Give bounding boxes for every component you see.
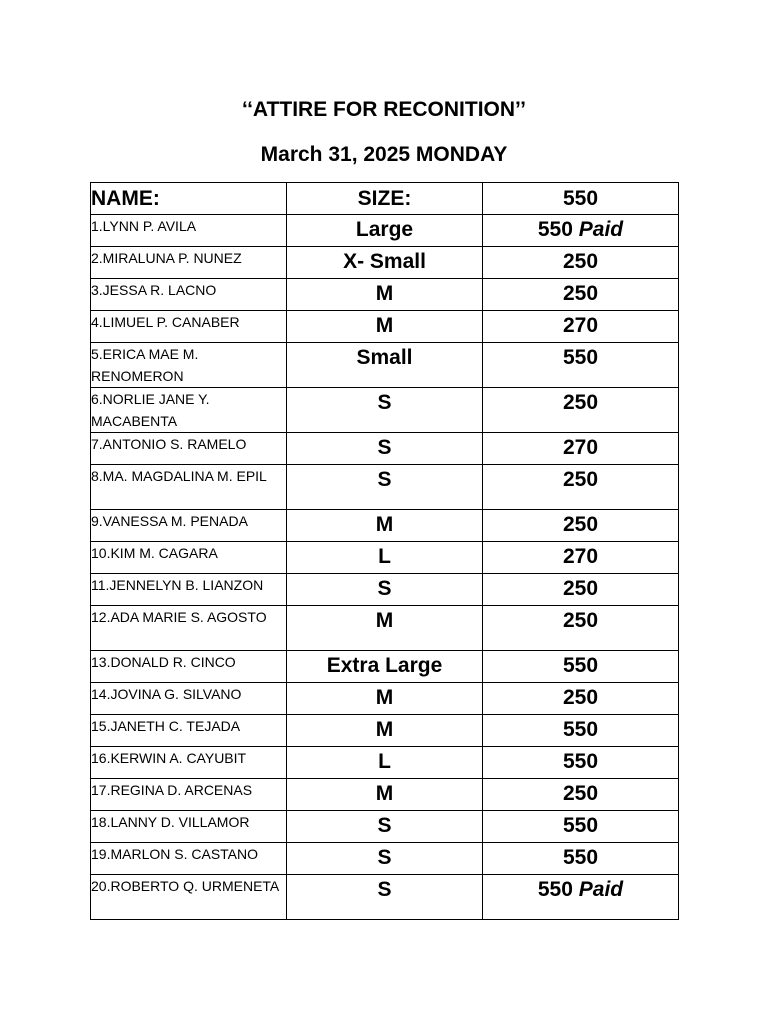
cell-size: S bbox=[287, 843, 483, 875]
paid-note: Paid bbox=[578, 218, 624, 241]
cell-size: L bbox=[287, 747, 483, 779]
paid-note: Paid bbox=[578, 878, 624, 901]
table-row bbox=[91, 651, 679, 683]
cell-name: 14.JOVINA G. SILVANO bbox=[91, 683, 287, 715]
table-row bbox=[91, 811, 679, 843]
table-row bbox=[91, 683, 679, 715]
header-amount: 550 bbox=[483, 183, 679, 215]
table-row bbox=[91, 433, 679, 465]
table-row bbox=[91, 311, 679, 343]
cell-size: Small bbox=[287, 343, 483, 388]
cell-name: 15.JANETH C. TEJADA bbox=[91, 715, 287, 747]
amount-value: 250 bbox=[562, 686, 599, 709]
cell-amount bbox=[483, 779, 679, 811]
table-row bbox=[91, 606, 679, 651]
amount-value: 550 bbox=[537, 878, 573, 901]
attire-table bbox=[90, 182, 679, 920]
amount-value: 250 bbox=[562, 609, 599, 632]
table-row bbox=[91, 875, 679, 920]
cell-size: X- Small bbox=[287, 247, 483, 279]
table-row bbox=[91, 747, 679, 779]
cell-amount bbox=[483, 215, 679, 247]
amount-value: 250 bbox=[562, 250, 599, 273]
cell-name: 8.MA. MAGDALINA M. EPIL bbox=[91, 465, 287, 510]
cell-name: 12.ADA MARIE S. AGOSTO bbox=[91, 606, 287, 651]
cell-size: M bbox=[287, 779, 483, 811]
table-header-row bbox=[91, 183, 679, 215]
cell-size: S bbox=[287, 574, 483, 606]
cell-size: S bbox=[287, 433, 483, 465]
cell-name: 3.JESSA R. LACNO bbox=[91, 279, 287, 311]
amount-value: 550 bbox=[562, 718, 599, 741]
cell-name: 1.LYNN P. AVILA bbox=[91, 215, 287, 247]
cell-amount bbox=[483, 343, 679, 388]
cell-name: 17.REGINA D. ARCENAS bbox=[91, 779, 287, 811]
cell-amount bbox=[483, 683, 679, 715]
cell-name: 7.ANTONIO S. RAMELO bbox=[91, 433, 287, 465]
cell-name: 10.KIM M. CAGARA bbox=[91, 542, 287, 574]
table-row bbox=[91, 715, 679, 747]
amount-value: 550 bbox=[562, 814, 599, 837]
table-row bbox=[91, 279, 679, 311]
cell-name: 11.JENNELYN B. LIANZON bbox=[91, 574, 287, 606]
amount-value: 250 bbox=[562, 468, 599, 491]
cell-size: S bbox=[287, 465, 483, 510]
amount-value: 270 bbox=[562, 545, 599, 568]
cell-amount bbox=[483, 574, 679, 606]
cell-amount bbox=[483, 843, 679, 875]
table-row bbox=[91, 247, 679, 279]
amount-value: 250 bbox=[562, 391, 599, 414]
cell-amount bbox=[483, 715, 679, 747]
cell-amount bbox=[483, 510, 679, 542]
cell-name: 19.MARLON S. CASTANO bbox=[91, 843, 287, 875]
table-row bbox=[91, 465, 679, 510]
cell-size: M bbox=[287, 715, 483, 747]
cell-amount bbox=[483, 247, 679, 279]
cell-size: M bbox=[287, 279, 483, 311]
cell-name: 13.DONALD R. CINCO bbox=[91, 651, 287, 683]
cell-name: 5.ERICA MAE M. RENOMERON bbox=[91, 343, 287, 388]
cell-size: M bbox=[287, 311, 483, 343]
cell-amount bbox=[483, 542, 679, 574]
cell-size: Large bbox=[287, 215, 483, 247]
amount-value: 550 bbox=[537, 218, 573, 241]
amount-value: 250 bbox=[562, 513, 599, 536]
cell-amount bbox=[483, 465, 679, 510]
cell-name: 9.VANESSA M. PENADA bbox=[91, 510, 287, 542]
cell-amount bbox=[483, 279, 679, 311]
cell-name: 6.NORLIE JANE Y. MACABENTA bbox=[91, 388, 287, 433]
cell-size: S bbox=[287, 875, 483, 920]
table-row bbox=[91, 843, 679, 875]
cell-size: L bbox=[287, 542, 483, 574]
cell-amount bbox=[483, 811, 679, 843]
amount-value: 550 bbox=[562, 750, 599, 773]
cell-amount bbox=[483, 606, 679, 651]
document-title: ‘‘ATTIRE FOR RECONITION’’ bbox=[242, 98, 526, 121]
cell-size: S bbox=[287, 811, 483, 843]
table-body bbox=[91, 215, 679, 920]
cell-amount bbox=[483, 747, 679, 779]
table-row bbox=[91, 779, 679, 811]
table-row bbox=[91, 388, 679, 433]
document-date: March 31, 2025 MONDAY bbox=[260, 143, 508, 166]
cell-amount bbox=[483, 433, 679, 465]
cell-name: 4.LIMUEL P. CANABER bbox=[91, 311, 287, 343]
amount-value: 270 bbox=[562, 314, 599, 337]
cell-size: M bbox=[287, 510, 483, 542]
amount-value: 550 bbox=[562, 346, 599, 369]
table-row bbox=[91, 574, 679, 606]
cell-amount bbox=[483, 651, 679, 683]
cell-size: M bbox=[287, 683, 483, 715]
cell-name: 16.KERWIN A. CAYUBIT bbox=[91, 747, 287, 779]
cell-name: 2.MIRALUNA P. NUNEZ bbox=[91, 247, 287, 279]
amount-value: 250 bbox=[562, 577, 599, 600]
table-row bbox=[91, 215, 679, 247]
cell-amount bbox=[483, 388, 679, 433]
header-size: SIZE: bbox=[287, 183, 483, 215]
cell-name: 18.LANNY D. VILLAMOR bbox=[91, 811, 287, 843]
cell-size: M bbox=[287, 606, 483, 651]
amount-value: 550 bbox=[562, 654, 599, 677]
table-row bbox=[91, 343, 679, 388]
amount-value: 250 bbox=[562, 282, 599, 305]
amount-value: 250 bbox=[562, 782, 599, 805]
amount-value: 270 bbox=[562, 436, 599, 459]
table-row bbox=[91, 542, 679, 574]
cell-amount bbox=[483, 875, 679, 920]
cell-name: 20.ROBERTO Q. URMENETA bbox=[91, 875, 287, 920]
cell-amount bbox=[483, 311, 679, 343]
table-row bbox=[91, 510, 679, 542]
cell-size: Extra Large bbox=[287, 651, 483, 683]
header-name: NAME: bbox=[91, 183, 287, 215]
cell-size: S bbox=[287, 388, 483, 433]
amount-value: 550 bbox=[562, 846, 599, 869]
